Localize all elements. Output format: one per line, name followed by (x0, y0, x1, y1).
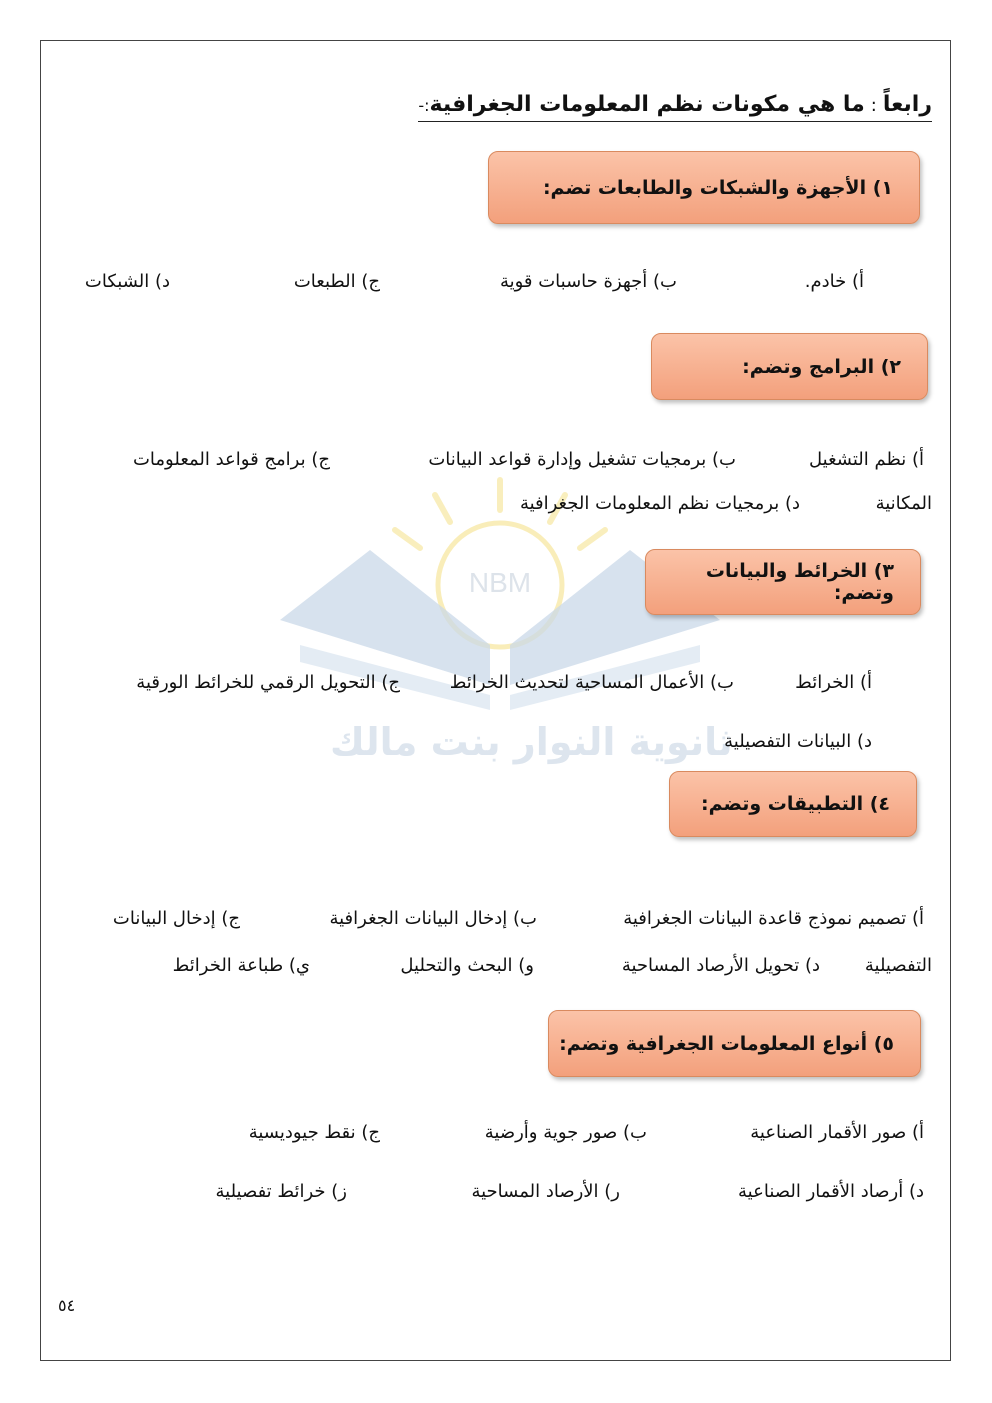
section-4-item-c-continued: التفصيلية (864, 955, 932, 976)
section-3-item-b: ب) الأعمال المساحية لتحديث الخرائط (449, 672, 734, 693)
section-2-item-a: أ) نظم التشغيل (809, 449, 924, 470)
heading-label: رابعاً (882, 92, 932, 117)
section-1-title: ١) الأجهزة والشبكات والطابعات تضم: (542, 176, 893, 199)
section-1-item-b: ب) أجهزة حاسبات قوية (499, 271, 677, 292)
section-2-item-c-continued: المكانية (875, 493, 932, 514)
section-5-item-c: ج) نقط جيوديسية (248, 1122, 380, 1143)
section-5-item-d: د) أرصاد الأقمار الصناعية (738, 1181, 924, 1202)
section-4-item-f: ي) طباعة الخرائط (172, 955, 310, 976)
section-5-item-e: ر) الأرصاد المساحية (471, 1181, 620, 1202)
page-number: ٥٤ (58, 1296, 76, 1315)
heading-tail: :- (418, 96, 430, 115)
section-2-item-d: د) برمجيات نظم المعلومات الجغرافية (519, 493, 800, 514)
watermark-logo-text: NBM (468, 567, 532, 598)
section-5-box (548, 1010, 921, 1077)
section-5-item-a: أ) صور الأقمار الصناعية (750, 1122, 924, 1143)
section-4-item-c: ج) إدخال البيانات (112, 908, 240, 929)
section-4-item-d: د) تحويل الأرصاد المساحية (621, 955, 820, 976)
section-2-box (651, 333, 928, 400)
section-4-title: ٤) التطبيقات وتضم: (700, 793, 890, 815)
section-4-item-b: ب) إدخال البيانات الجغرافية (329, 908, 537, 929)
section-3-item-c: ج) التحويل الرقمي للخرائط الورقية (136, 672, 400, 693)
watermark-school-name: ثانوية النوار بنت مالك (330, 720, 733, 764)
section-1-box (488, 151, 920, 224)
section-heading (418, 92, 932, 122)
heading-title: ما هي مكونات نظم المعلومات الجغرافية (429, 92, 865, 117)
section-1-item-c: ج) الطبعات (293, 271, 380, 292)
section-4-item-e: و) البحث والتحليل (400, 955, 534, 976)
section-3-box (645, 549, 921, 615)
section-2-title: ٢) البرامج وتضم: (742, 355, 901, 378)
section-4-box (669, 771, 917, 837)
section-1-item-a: أ) خادم. (804, 271, 864, 292)
section-3-item-a: أ) الخرائط (795, 672, 872, 693)
heading-separator: : (870, 95, 877, 116)
section-5-title: ٥) أنواع المعلومات الجغرافية وتضم: (559, 1032, 894, 1055)
section-3-title: ٣) الخرائط والبيانات وتضم: (705, 560, 894, 604)
section-3-item-d: د) البيانات التفصيلية (724, 731, 872, 752)
section-5-item-f: ز) خرائط تفصيلية (215, 1181, 347, 1202)
section-2-item-c: ج) برامج قواعد المعلومات (132, 449, 330, 470)
section-1-item-d: د) الشبكات (84, 271, 170, 292)
section-5-item-b: ب) صور جوية وأرضية (484, 1122, 647, 1143)
section-4-item-a: أ) تصميم نموذج قاعدة البيانات الجغرافية (623, 908, 924, 929)
section-2-item-b: ب) برمجيات تشغيل وإدارة قواعد البيانات (428, 449, 736, 470)
